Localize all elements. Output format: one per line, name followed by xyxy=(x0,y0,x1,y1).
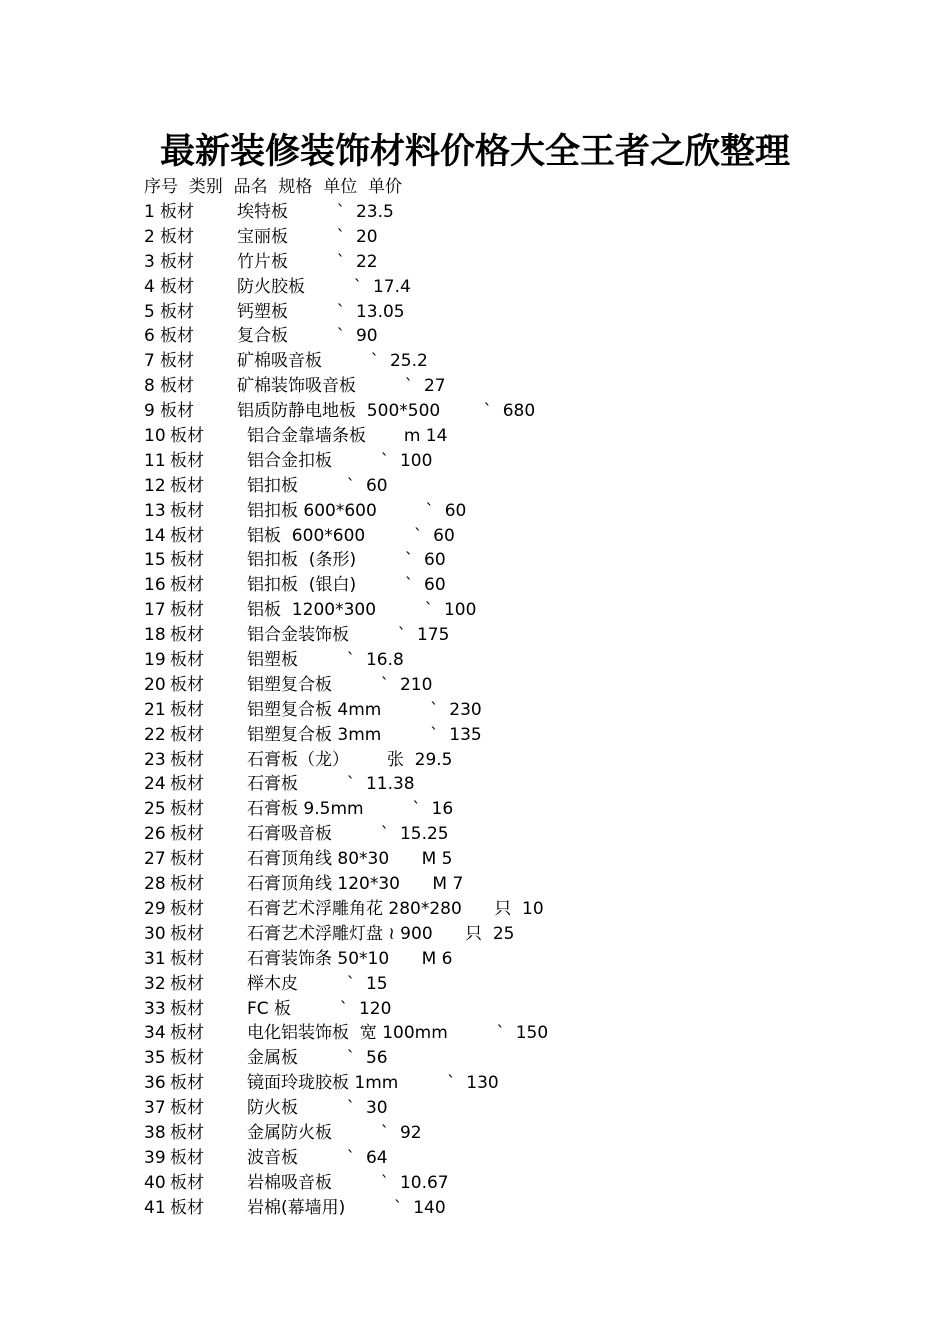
item-category: 板材 xyxy=(170,525,204,546)
item-number: 24 xyxy=(144,774,166,795)
list-item xyxy=(0,822,950,847)
item-details: 铝质防静电地板 500*500 ` 680 xyxy=(237,401,536,422)
item-category: 板材 xyxy=(160,376,194,397)
list-item xyxy=(0,200,950,225)
item-number: 25 xyxy=(144,799,166,820)
item-category: 板材 xyxy=(170,550,204,571)
item-details: 石膏装饰条 50*10 M 6 xyxy=(247,948,453,969)
item-number: 30 xyxy=(144,923,166,944)
list-item xyxy=(0,250,950,275)
item-number: 35 xyxy=(144,1048,166,1069)
list-item xyxy=(0,1021,950,1046)
item-category: 板材 xyxy=(170,998,204,1019)
item-category: 板材 xyxy=(170,1073,204,1094)
item-number: 6 xyxy=(144,326,155,347)
item-number: 14 xyxy=(144,525,166,546)
item-number: 26 xyxy=(144,824,166,845)
item-number: 22 xyxy=(144,724,166,745)
item-category: 板材 xyxy=(170,426,204,447)
list-item xyxy=(0,449,950,474)
item-category: 板材 xyxy=(170,948,204,969)
item-number: 7 xyxy=(144,351,155,372)
list-item xyxy=(0,748,950,773)
list-item xyxy=(0,1146,950,1171)
table-header: 序号 类别 品名 规格 单位 单价 xyxy=(144,177,403,197)
item-category: 板材 xyxy=(170,1048,204,1069)
item-category: 板材 xyxy=(170,500,204,521)
item-number: 19 xyxy=(144,650,166,671)
list-item xyxy=(0,275,950,300)
item-details: 竹片板 ` 22 xyxy=(237,251,378,272)
item-category: 板材 xyxy=(170,774,204,795)
item-details: 石膏板 ` 11.38 xyxy=(247,774,415,795)
item-details: 矿棉装饰吸音板 ` 27 xyxy=(237,376,446,397)
price-list xyxy=(0,200,950,1221)
list-item xyxy=(0,1121,950,1146)
item-details: 铝塑复合板 ` 210 xyxy=(247,674,433,695)
list-item xyxy=(0,374,950,399)
item-category: 板材 xyxy=(170,1098,204,1119)
item-category: 板材 xyxy=(170,1172,204,1193)
item-details: 电化铝装饰板 宽 100mm ` 150 xyxy=(247,1023,549,1044)
item-category: 板材 xyxy=(170,898,204,919)
item-details: 铝合金装饰板 ` 175 xyxy=(247,625,450,646)
list-item xyxy=(0,673,950,698)
item-category: 板材 xyxy=(170,849,204,870)
list-item xyxy=(0,772,950,797)
item-category: 板材 xyxy=(170,824,204,845)
list-item xyxy=(0,1046,950,1071)
item-number: 10 xyxy=(144,426,166,447)
item-number: 4 xyxy=(144,276,155,297)
item-details: 岩棉(幕墙用) ` 140 xyxy=(247,1197,446,1218)
item-category: 板材 xyxy=(170,600,204,621)
item-details: 石膏吸音板 ` 15.25 xyxy=(247,824,449,845)
item-details: 矿棉吸音板 ` 25.2 xyxy=(237,351,428,372)
item-details: 宝丽板 ` 20 xyxy=(237,226,378,247)
item-category: 板材 xyxy=(170,923,204,944)
item-details: 波音板 ` 64 xyxy=(247,1147,388,1168)
item-number: 17 xyxy=(144,600,166,621)
item-number: 12 xyxy=(144,475,166,496)
item-details: 铝扣板 600*600 ` 60 xyxy=(247,500,467,521)
item-details: 石膏顶角线 120*30 M 7 xyxy=(247,874,464,895)
item-number: 39 xyxy=(144,1147,166,1168)
item-details: 金属防火板 ` 92 xyxy=(247,1122,422,1143)
item-category: 板材 xyxy=(160,301,194,322)
item-details: 复合板 ` 90 xyxy=(237,326,378,347)
list-item xyxy=(0,399,950,424)
item-category: 板材 xyxy=(160,202,194,222)
item-number: 13 xyxy=(144,500,166,521)
list-item xyxy=(0,972,950,997)
item-details: 铝塑复合板 3mm ` 135 xyxy=(247,724,482,745)
item-number: 1 xyxy=(144,202,155,222)
list-item xyxy=(0,1196,950,1221)
item-category: 板材 xyxy=(170,799,204,820)
list-item xyxy=(0,847,950,872)
item-number: 41 xyxy=(144,1197,166,1218)
item-number: 5 xyxy=(144,301,155,322)
item-number: 29 xyxy=(144,898,166,919)
item-details: 石膏艺术浮雕角花 280*280 只 10 xyxy=(247,898,544,919)
item-category: 板材 xyxy=(160,251,194,272)
list-item xyxy=(0,225,950,250)
item-number: 9 xyxy=(144,401,155,422)
item-details: 埃特板 ` 23.5 xyxy=(237,202,394,222)
item-category: 板材 xyxy=(170,1147,204,1168)
list-item xyxy=(0,897,950,922)
item-number: 34 xyxy=(144,1023,166,1044)
list-item xyxy=(0,1096,950,1121)
item-category: 板材 xyxy=(160,226,194,247)
item-category: 板材 xyxy=(170,650,204,671)
item-details: 镜面玲珑胶板 1mm ` 130 xyxy=(247,1073,499,1094)
item-details: 钙塑板 ` 13.05 xyxy=(237,301,405,322)
item-number: 32 xyxy=(144,973,166,994)
item-number: 3 xyxy=(144,251,155,272)
item-details: 铝扣板 (银白) ` 60 xyxy=(247,575,446,596)
item-category: 板材 xyxy=(170,450,204,471)
item-details: 铝合金靠墙条板 m 14 xyxy=(247,426,448,447)
list-item xyxy=(0,573,950,598)
item-details: 铝合金扣板 ` 100 xyxy=(247,450,433,471)
list-item xyxy=(0,524,950,549)
item-category: 板材 xyxy=(170,1197,204,1218)
list-item xyxy=(0,723,950,748)
item-number: 28 xyxy=(144,874,166,895)
item-details: 岩棉吸音板 ` 10.67 xyxy=(247,1172,449,1193)
list-item xyxy=(0,324,950,349)
item-category: 板材 xyxy=(170,475,204,496)
list-item xyxy=(0,922,950,947)
list-item xyxy=(0,623,950,648)
item-category: 板材 xyxy=(170,1122,204,1143)
item-details: 铝板 1200*300 ` 100 xyxy=(247,600,477,621)
item-number: 8 xyxy=(144,376,155,397)
item-category: 板材 xyxy=(170,1023,204,1044)
list-item xyxy=(0,698,950,723)
list-item xyxy=(0,598,950,623)
item-details: 铝塑板 ` 16.8 xyxy=(247,650,404,671)
item-number: 40 xyxy=(144,1172,166,1193)
item-category: 板材 xyxy=(160,351,194,372)
list-item xyxy=(0,300,950,325)
item-category: 板材 xyxy=(170,874,204,895)
item-number: 21 xyxy=(144,699,166,720)
item-number: 16 xyxy=(144,575,166,596)
list-item xyxy=(0,872,950,897)
item-details: 榉木皮 ` 15 xyxy=(247,973,388,994)
list-item xyxy=(0,499,950,524)
item-category: 板材 xyxy=(170,625,204,646)
item-details: 铝扣板 (条形) ` 60 xyxy=(247,550,446,571)
item-number: 27 xyxy=(144,849,166,870)
item-number: 36 xyxy=(144,1073,166,1094)
list-item xyxy=(0,1171,950,1196)
item-details: 石膏板（龙） 张 29.5 xyxy=(247,749,453,770)
item-details: 石膏艺术浮雕灯盘 ≀ 900 只 25 xyxy=(247,923,515,944)
item-category: 板材 xyxy=(160,401,194,422)
item-category: 板材 xyxy=(170,575,204,596)
item-number: 18 xyxy=(144,625,166,646)
item-number: 37 xyxy=(144,1098,166,1119)
list-item xyxy=(0,548,950,573)
list-item xyxy=(0,424,950,449)
list-item xyxy=(0,947,950,972)
item-number: 38 xyxy=(144,1122,166,1143)
item-category: 板材 xyxy=(170,749,204,770)
item-number: 2 xyxy=(144,226,155,247)
item-details: 金属板 ` 56 xyxy=(247,1048,388,1069)
item-number: 15 xyxy=(144,550,166,571)
list-item xyxy=(0,1071,950,1096)
item-number: 31 xyxy=(144,948,166,969)
item-category: 板材 xyxy=(160,326,194,347)
document-title: 最新装修装饰材料价格大全王者之欣整理 xyxy=(159,132,790,172)
list-item xyxy=(0,648,950,673)
list-item xyxy=(0,349,950,374)
item-details: 防火胶板 ` 17.4 xyxy=(237,276,411,297)
list-item xyxy=(0,474,950,499)
item-details: 石膏板 9.5mm ` 16 xyxy=(247,799,454,820)
item-details: 铝扣板 ` 60 xyxy=(247,475,388,496)
item-category: 板材 xyxy=(160,276,194,297)
item-number: 33 xyxy=(144,998,166,1019)
list-item xyxy=(0,797,950,822)
item-details: 铝板 600*600 ` 60 xyxy=(247,525,455,546)
item-number: 23 xyxy=(144,749,166,770)
item-category: 板材 xyxy=(170,973,204,994)
item-category: 板材 xyxy=(170,699,204,720)
item-number: 11 xyxy=(144,450,166,471)
item-category: 板材 xyxy=(170,724,204,745)
list-item xyxy=(0,997,950,1022)
item-details: 铝塑复合板 4mm ` 230 xyxy=(247,699,482,720)
item-details: 防火板 ` 30 xyxy=(247,1098,388,1119)
item-details: 石膏顶角线 80*30 M 5 xyxy=(247,849,453,870)
item-number: 20 xyxy=(144,674,166,695)
item-category: 板材 xyxy=(170,674,204,695)
item-details: FC 板 ` 120 xyxy=(247,998,392,1019)
